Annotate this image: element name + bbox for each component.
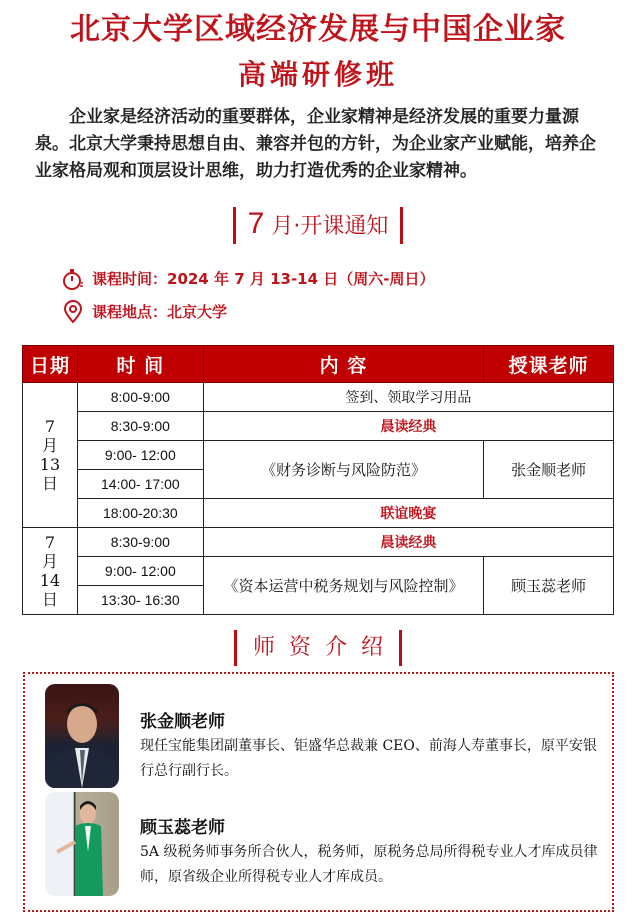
teacher-cell: 顾玉蕊老师 [484,557,614,615]
time-cell: 8:30-9:00 [77,528,203,557]
course-time-text: 课程时间：2024 年 7 月 13-14 日（周六-周日） [92,270,435,288]
stopwatch-icon [62,267,84,291]
location-pin-icon [62,300,84,324]
header-date: 日期 [23,346,78,383]
header-content: 内 容 [203,346,483,383]
time-cell: 13:30- 16:30 [77,586,203,615]
teacher-name: 顾玉蕊老师 [140,818,225,838]
teacher-card [45,792,605,897]
table-row [23,441,614,470]
notice-label: 月·开课通知 [271,214,389,239]
time-cell: 9:00- 12:00 [77,441,203,470]
schedule-table [22,345,614,615]
course-place [62,300,227,324]
faculty-heading-text: 师资介绍 [234,630,402,666]
course-place-text: 课程地点：北京大学 [92,303,228,321]
time-cell: 9:00- 12:00 [77,557,203,586]
content-cell: 《资本运营中税务规划与风险控制》 [203,557,483,615]
content-cell: 签到、领取学习用品 [203,383,613,412]
faculty-heading [0,630,636,666]
intro-paragraph: 企业家是经济活动的重要群体，企业家精神是经济发展的重要力量源泉。北京大学秉持思想自由、兼容并包的方针，为企业家产业赋能，培养企业家格局观和顶层设计思维，助力打造优秀的企业家精神。 [35,107,596,181]
table-row [23,412,614,441]
table-row [23,383,614,412]
time-cell: 14:00- 17:00 [77,470,203,499]
time-cell: 18:00-20:30 [77,499,203,528]
teacher-card [45,684,605,789]
teacher-photo-avatar [45,792,119,896]
page-title-line1: 北京大学区域经济发展与中国企业家 [70,12,566,47]
content-cell: 晨读经典 [203,528,613,557]
time-cell: 8:30-9:00 [77,412,203,441]
notice-month: 7 [247,207,265,240]
notice-heading [0,207,636,244]
teacher-desc: 现任宝能集团副董事长、钜盛华总裁兼 CEO、前海人寿董事长，原平安银行总行副行长。 [140,738,597,779]
time-cell: 8:00-9:00 [77,383,203,412]
date-cell-day1: 7 月 13 日 [23,383,78,528]
table-row [23,499,614,528]
header-time: 时 间 [77,346,203,383]
teacher-photo-avatar [45,684,119,788]
content-cell: 联谊晚宴 [203,499,613,528]
teacher-name: 张金顺老师 [140,712,225,732]
teacher-cell: 张金顺老师 [484,441,614,499]
header-teacher: 授课老师 [484,346,614,383]
content-cell: 《财务诊断与风险防范》 [203,441,483,499]
page-title-line2: 高端研修班 [237,58,398,91]
date-cell-day2: 7 月 14 日 [23,528,78,615]
faculty-panel [23,672,614,912]
course-time [62,267,435,291]
table-row [23,528,614,557]
table-row [23,557,614,586]
teacher-desc: 5A 级税务师事务所合伙人，税务师，原税务总局所得税专业人才库成员律师，原省级企业所得税专业人才库成员。 [140,844,598,885]
content-cell: 晨读经典 [203,412,613,441]
